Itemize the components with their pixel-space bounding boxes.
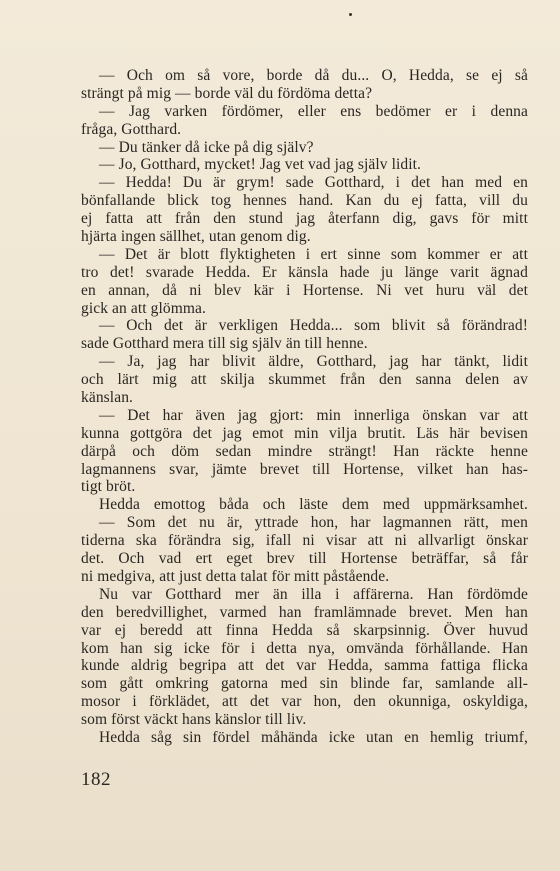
text-line: lagmannens svar, jämte brevet till Hortense, vilket han has-	[81, 460, 528, 478]
text-line: en annan, då ni blev kär i Hortense. Ni vet huru väl det	[81, 281, 528, 299]
text-line: gick an att glömma.	[81, 299, 207, 317]
text-line: — Och om så vore, borde då du... O, Hedda, se ej så	[99, 67, 528, 84]
printer-mark	[349, 13, 352, 16]
text-line: som gått omkring gatorna med sin blinde far, samlande all-	[81, 675, 528, 693]
text-line: som först väckt hans känslor till liv.	[81, 711, 307, 729]
text-line: tro det! svarade Hedda. Er känsla hade ju länge varit ägnad	[81, 263, 528, 281]
text-line: hjärta ingen sällhet, utan genom dig.	[81, 228, 311, 246]
text-line: Hedda såg sin fördel måhända icke utan en hemlig triumf,	[99, 728, 528, 746]
text-line: känslan.	[81, 389, 134, 407]
text-line: fråga, Gotthard.	[81, 120, 182, 138]
text-line: var ej beredd att finna Hedda så skarpsinnig. Över huvud	[81, 621, 528, 639]
text-line: kunde aldrig begripa att det var Hedda, samma fattiga flicka	[81, 657, 528, 675]
text-line: bönfallande blick tog hennes hand. Kan du ej fatta, vill du	[81, 192, 528, 210]
text-line: Hedda emottog båda och läste dem med uppmärksamhet.	[99, 496, 528, 514]
text-line: och lärt mig att skilja skummet från den sanna delen av	[81, 371, 528, 389]
text-line: den beredvillighet, varmed han framlämnade brevet. Men han	[81, 603, 528, 621]
text-line: — Du tänker då icke på dig själv?	[99, 138, 314, 156]
text-line: — Och det är verkligen Hedda... som blivit så förändrad!	[99, 317, 528, 335]
text-line: — Hedda! Du är grym! sade Gotthard, i det han med en	[99, 174, 528, 192]
text-line: kom han sig icke för i detta nya, omvända förhållande. Han	[81, 639, 528, 657]
text-line: kunna gottgöra det jag emot min vilja brutit. Läs här bevisen	[81, 424, 528, 442]
text-line: strängt på mig — borde väl du fördöma detta?	[81, 84, 373, 102]
text-line: — Det har även jag gjort: min innerliga önskan var att	[99, 406, 528, 424]
text-line: — Ja, jag har blivit äldre, Gotthard, jag har tänkt, lidit	[99, 353, 528, 371]
text-line: tigt bröt.	[81, 478, 136, 496]
page-body-text	[81, 67, 528, 747]
text-line: ej fatta att från den stund jag återfann dig, gavs för mitt	[81, 210, 528, 228]
text-line: tiderna ska förändra sig, ifall ni visar att ni allvarligt önskar	[81, 532, 528, 550]
text-line: det. Och vad ert eget brev till Hortense beträffar, så får	[81, 550, 528, 568]
text-line: mosor i förklädet, att det var hon, den okunniga, oskyldiga,	[81, 693, 528, 711]
text-line: — Jag varken fördömer, eller ens bedömer er i denna	[99, 102, 528, 120]
text-line: — Jo, Gotthard, mycket! Jag vet vad jag själv lidit.	[99, 156, 422, 174]
text-line: sade Gotthard mera till sig själv än till henne.	[81, 335, 368, 353]
text-line: — Som det nu är, yttrade hon, har lagmannen rätt, men	[99, 514, 528, 532]
page-number: 182	[81, 769, 111, 790]
text-line: därpå och döm sedan mindre strängt! Han räckte henne	[81, 442, 528, 460]
text-line: Nu var Gotthard mer än illa i affärerna. Han fördömde	[99, 585, 528, 603]
text-line: — Det är blott flyktigheten i ert sinne som kommer er att	[99, 245, 528, 263]
text-line: ni medgiva, att just detta talat för mitt påstående.	[81, 567, 390, 585]
